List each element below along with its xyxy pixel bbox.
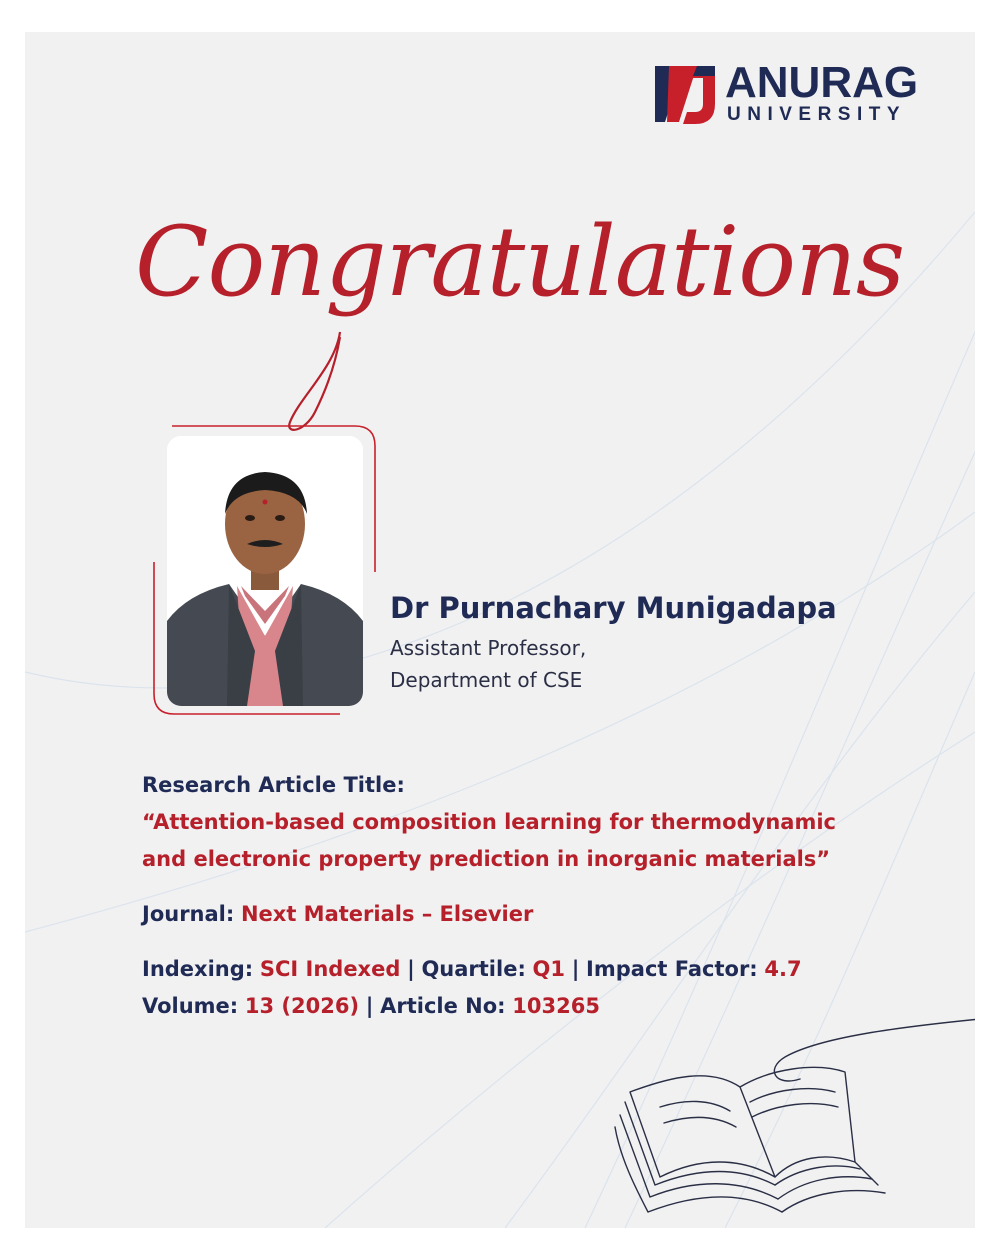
university-logo-mark: [653, 62, 717, 126]
person-department: Department of CSE: [390, 668, 583, 692]
journal-line: [142, 896, 942, 933]
article-number-label: Article No:: [380, 994, 506, 1018]
article-title-line-2: and electronic property prediction in inorganic materials”: [142, 847, 831, 871]
open-book-icon: [600, 1007, 975, 1227]
quartile-value: Q1: [532, 957, 565, 981]
person-role: [390, 632, 586, 696]
article-details: [142, 767, 942, 1025]
person-name: Dr Purnachary Munigadapa: [390, 591, 837, 625]
separator: |: [365, 994, 374, 1018]
article-title-label: Research Article Title:: [142, 773, 405, 797]
university-name: ANURAG: [725, 58, 919, 107]
journal-value: Next Materials – Elsevier: [240, 902, 534, 926]
indexing-value: SCI Indexed: [259, 957, 401, 981]
journal-label: Journal:: [142, 902, 235, 926]
poster-card: [25, 32, 975, 1228]
volume-label: Volume:: [142, 994, 239, 1018]
person-designation: Assistant Professor,: [390, 636, 587, 660]
article-title-line-1: “Attention-based composition learning for thermodynamic: [142, 810, 836, 834]
separator: |: [571, 957, 580, 981]
script-flourish: [280, 327, 370, 437]
impact-factor-label: Impact Factor:: [586, 957, 758, 981]
quartile-label: Quartile:: [421, 957, 526, 981]
university-subtitle: UNIVERSITY: [727, 104, 907, 125]
university-logo: [645, 60, 945, 130]
volume-value: 13 (2026): [244, 994, 360, 1018]
indexing-label: Indexing:: [142, 957, 254, 981]
article-number-value: 103265: [512, 994, 600, 1018]
impact-factor-value: 4.7: [764, 957, 802, 981]
indexing-line: [142, 951, 942, 988]
profile-photo: [167, 436, 363, 706]
separator: |: [407, 957, 415, 981]
congratulations-heading: Congratulations: [135, 206, 905, 318]
